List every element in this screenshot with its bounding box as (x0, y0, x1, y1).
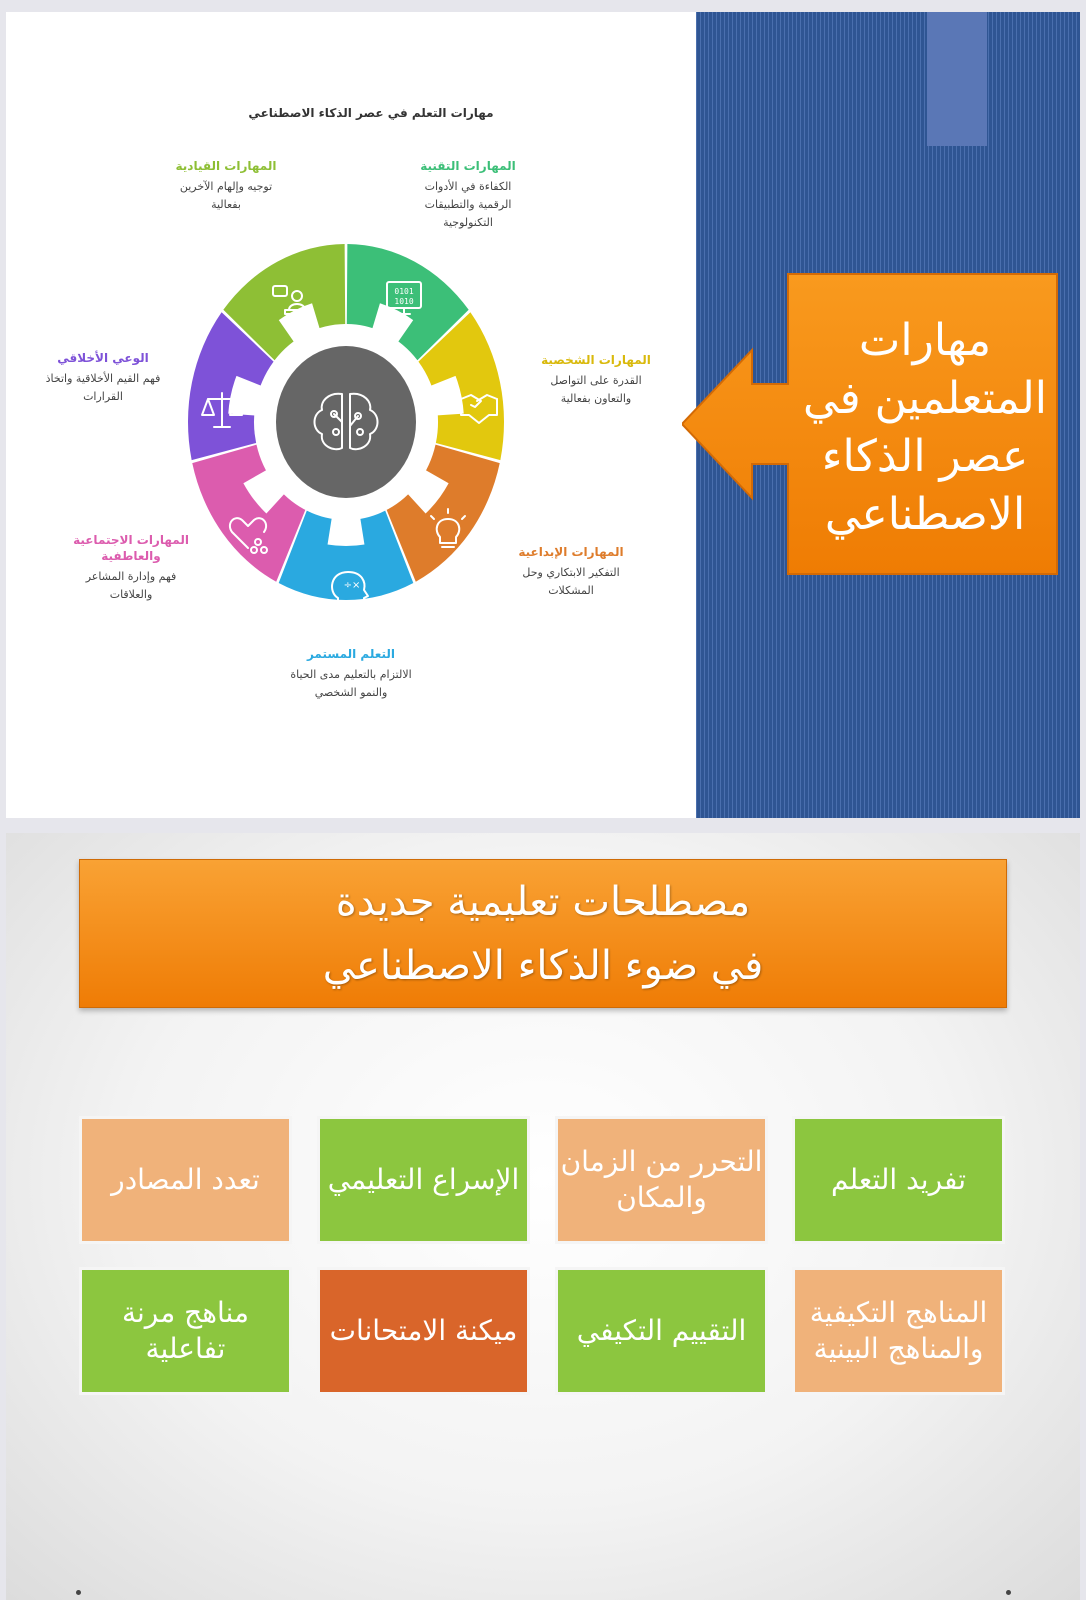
segment-heading: الوعي الأخلاقي (57, 351, 149, 365)
desc-line: التكنولوجية (443, 216, 493, 229)
slide-corner-dot (1006, 1590, 1011, 1595)
term-box: ميكنة الامتحانات (317, 1267, 530, 1395)
desc-line: بفعالية (211, 198, 241, 211)
desc-line: توجيه وإلهام الآخرين (179, 180, 273, 193)
segment-heading: المهارات التقنية (420, 159, 516, 173)
desc-line: والعلاقات (109, 588, 153, 601)
banner-line: مصطلحات تعليمية جديدة (335, 878, 751, 925)
segment-description (496, 564, 646, 600)
terms-banner (79, 859, 1007, 1008)
skills-wheel (26, 92, 666, 742)
desc-line: القرارات (83, 390, 123, 403)
callout-line: عصر الذكاء (821, 431, 1029, 482)
segment-description (156, 178, 296, 214)
segment-description (526, 372, 666, 408)
term-box: مناهج مرنة تفاعلية (79, 1267, 292, 1395)
callout-line: المتعلمين في (802, 373, 1048, 424)
segment-heading: التعلم المستمر (306, 647, 396, 661)
svg-text:÷×: ÷× (343, 580, 361, 591)
wheel-hub (276, 346, 416, 498)
segment-description (28, 370, 178, 406)
term-box: التحرر من الزمان والمكان (555, 1116, 768, 1244)
svg-text:1010: 1010 (394, 297, 414, 306)
label-personal (526, 352, 666, 408)
desc-line: القدرة على التواصل (550, 374, 642, 387)
accent-tab (927, 12, 987, 146)
heading-line: المهارات الاجتماعية (73, 533, 189, 547)
desc-line: التفكير الابتكاري وحل (522, 566, 620, 579)
label-social-emotional (66, 532, 196, 604)
skills-wheel-diagram (26, 92, 666, 742)
segment-heading (66, 532, 196, 564)
heading-line: والعاطفية (101, 549, 161, 563)
term-box: الإسراع التعليمي (317, 1116, 530, 1244)
desc-line: والتعاون بفعالية (560, 392, 632, 405)
label-continuous-learning (266, 646, 436, 702)
slide-learner-skills (6, 12, 1080, 818)
term-box: تعدد المصادر (79, 1116, 292, 1244)
segment-heading: المهارات الإبداعية (518, 545, 624, 559)
segment-description (266, 666, 436, 702)
label-leadership (156, 158, 296, 214)
segment-heading: المهارات القيادية (175, 159, 277, 173)
desc-line: الكفاءة في الأدوات (424, 180, 512, 193)
label-ethical (28, 350, 178, 406)
desc-line: الالتزام بالتعليم مدى الحياة (290, 668, 412, 681)
term-box: المناهج التكيفية والمناهج البينية (792, 1267, 1005, 1395)
desc-line: فهم القيم الأخلاقية واتخاذ (45, 372, 161, 385)
banner-line: في ضوء الذكاء الاصطناعي (322, 942, 764, 989)
term-box: التقييم التكيفي (555, 1267, 768, 1395)
label-creative (496, 544, 646, 600)
term-box: تفريد التعلم (792, 1116, 1005, 1244)
callout-line: الاصطناعي (824, 489, 1026, 540)
callout-title (790, 280, 1060, 576)
label-technical (408, 158, 528, 232)
segment-heading: المهارات الشخصية (541, 353, 651, 367)
slide-corner-dot (76, 1590, 81, 1595)
desc-line: المشكلات (548, 584, 594, 597)
svg-text:0101: 0101 (394, 287, 414, 296)
desc-line: الرقمية والتطبيقات (424, 198, 512, 211)
segment-description (408, 178, 528, 232)
slide-new-terms (6, 833, 1080, 1600)
diagram-title: مهارات التعلم في عصر الذكاء الاصطناعي (248, 106, 494, 120)
callout-line: مهارات (858, 315, 992, 366)
desc-line: والنمو الشخصي (314, 686, 388, 699)
desc-line: فهم وإدارة المشاعر (85, 570, 177, 583)
wheel-notch (328, 515, 365, 546)
segment-description (66, 568, 196, 604)
